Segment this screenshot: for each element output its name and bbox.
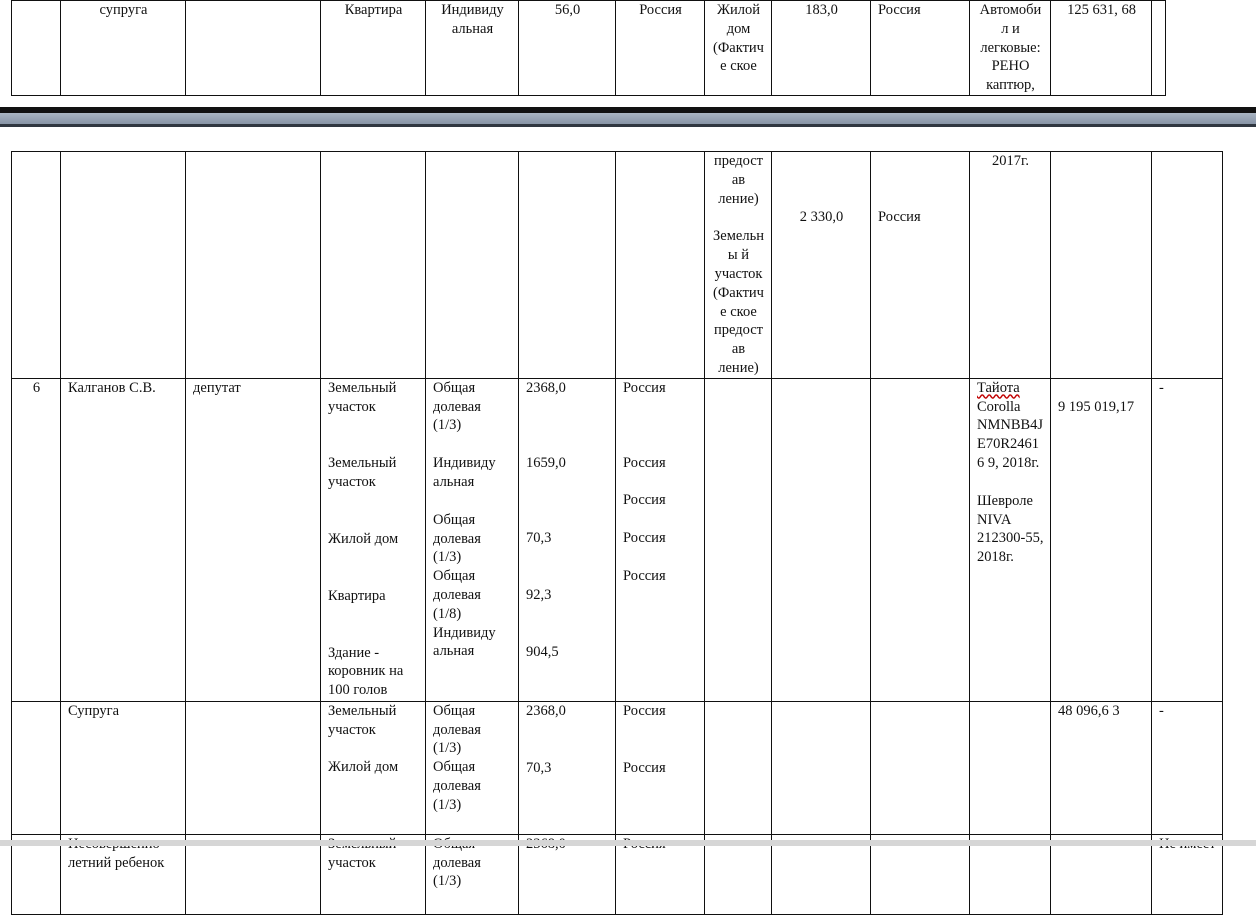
country-text: Россия: [623, 759, 666, 776]
name-cell: Калганов С.В.: [61, 378, 186, 701]
position-cell: депутат: [186, 378, 321, 701]
ownership-text: Общая долевая (1/3): [433, 511, 481, 566]
country-text: Россия: [623, 702, 666, 719]
area-text: 2368,0: [526, 379, 566, 396]
ownership-cell: [426, 701, 519, 834]
use-country-text: Россия: [878, 209, 921, 225]
use-type-cell: [705, 152, 772, 379]
use-country-cell: Россия: [871, 1, 970, 96]
viewport-bottom-edge: [0, 840, 1256, 846]
country-cell: [616, 378, 705, 701]
name-cell: супруга: [61, 1, 186, 96]
area-text: 92,3: [526, 587, 552, 604]
row-number-cell: 6: [12, 378, 61, 701]
country-text: Россия: [623, 492, 666, 509]
vehicle-text: Corolla NMNBB4J E70R24616 9, 2018г.: [977, 398, 1044, 471]
ownership-text: Индивиду альная: [433, 624, 496, 660]
area-text: 70,3: [526, 759, 552, 776]
vehicle-cell: [970, 378, 1051, 701]
object-type-cell: [321, 701, 426, 834]
vehicle-cell: 2017г.: [970, 152, 1051, 379]
country-text: Россия: [623, 567, 666, 584]
object-type-text: Жилой дом: [328, 759, 399, 776]
country-cell: [616, 701, 705, 834]
ownership-text: Общая долевая (1/8): [433, 568, 481, 622]
name-cell: Супруга: [61, 701, 186, 834]
area-text: 904,5: [526, 643, 559, 660]
use-area-cell: [772, 152, 871, 379]
use-country-cell: [871, 152, 970, 379]
use-type-text: предостав ление): [713, 153, 763, 207]
position-cell: [186, 1, 321, 96]
area-text: 70,3: [526, 530, 552, 547]
income-cell: [1051, 834, 1152, 914]
page-break-band: [0, 113, 1256, 124]
vehicle-text: Шевроле NIVA 212300-55, 2018г.: [977, 492, 1044, 566]
ownership-text: Индивиду альная: [433, 455, 496, 490]
ownership-text: Общая долевая (1/3): [433, 379, 481, 434]
table-row: [12, 834, 1223, 914]
income-text: 9 195 019,17: [1058, 398, 1135, 415]
declaration-table: [11, 151, 1223, 915]
ownership-cell: Индивиду альная: [426, 1, 519, 96]
object-type-text: Здание - коровник на 100 голов: [328, 644, 404, 699]
deals-cell: [1152, 834, 1223, 914]
name-cell: летний ребенок: [61, 834, 186, 914]
use-type-cell: Жилой дом (Фактиче ское: [705, 1, 772, 96]
income-cell: 48 096,6 3: [1051, 701, 1152, 834]
income-cell: [1051, 378, 1152, 701]
object-type-text: Земельный участок: [328, 455, 397, 491]
deals-cell: [1152, 1, 1166, 96]
table-row: [12, 1, 1166, 96]
deals-cell: -: [1152, 701, 1223, 834]
area-cell: [519, 834, 616, 914]
object-type-cell: участок: [321, 834, 426, 914]
object-type-text: Земельный участок: [328, 702, 397, 738]
country-cell: Россия: [616, 1, 705, 96]
area-cell: 56,0: [519, 1, 616, 96]
vehicle-text: Тайота: [977, 379, 1020, 396]
use-type-text: Земельны й участок (Фактиче ское предостав ление): [713, 228, 764, 376]
table-row: [12, 378, 1223, 701]
vehicle-cell: Автомобил и легковые: РЕНО каптюр,: [970, 1, 1051, 96]
table-row: [12, 152, 1223, 379]
declaration-table-top: [11, 0, 1166, 96]
object-type-cell: [321, 378, 426, 701]
table-row: [12, 701, 1223, 834]
area-text: 2368,0: [526, 702, 566, 719]
country-cell: [616, 834, 705, 914]
country-text: Россия: [623, 379, 666, 396]
country-text: Россия: [623, 454, 666, 471]
use-area-text: 2 330,0: [799, 209, 844, 225]
object-type-text: Жилой дом: [328, 530, 399, 547]
ownership-text: Общая долевая (1/3): [433, 702, 481, 757]
object-type-text: Земельный участок: [328, 379, 397, 415]
ownership-text: Общая долевая (1/3): [433, 759, 481, 813]
country-text: Россия: [623, 530, 666, 547]
row-number-cell: [12, 1, 61, 96]
area-text: 1659,0: [526, 454, 566, 471]
income-cell: 125 631, 68: [1051, 1, 1152, 96]
use-area-cell: 183,0: [772, 1, 871, 96]
deals-cell: -: [1152, 378, 1223, 701]
area-cell: [519, 701, 616, 834]
area-cell: [519, 378, 616, 701]
object-type-text: Квартира: [328, 587, 386, 604]
ownership-cell: долевая (1/3): [426, 834, 519, 914]
page-break-shadow: [0, 124, 1256, 127]
object-type-cell: Квартира: [321, 1, 426, 96]
ownership-cell: [426, 378, 519, 701]
